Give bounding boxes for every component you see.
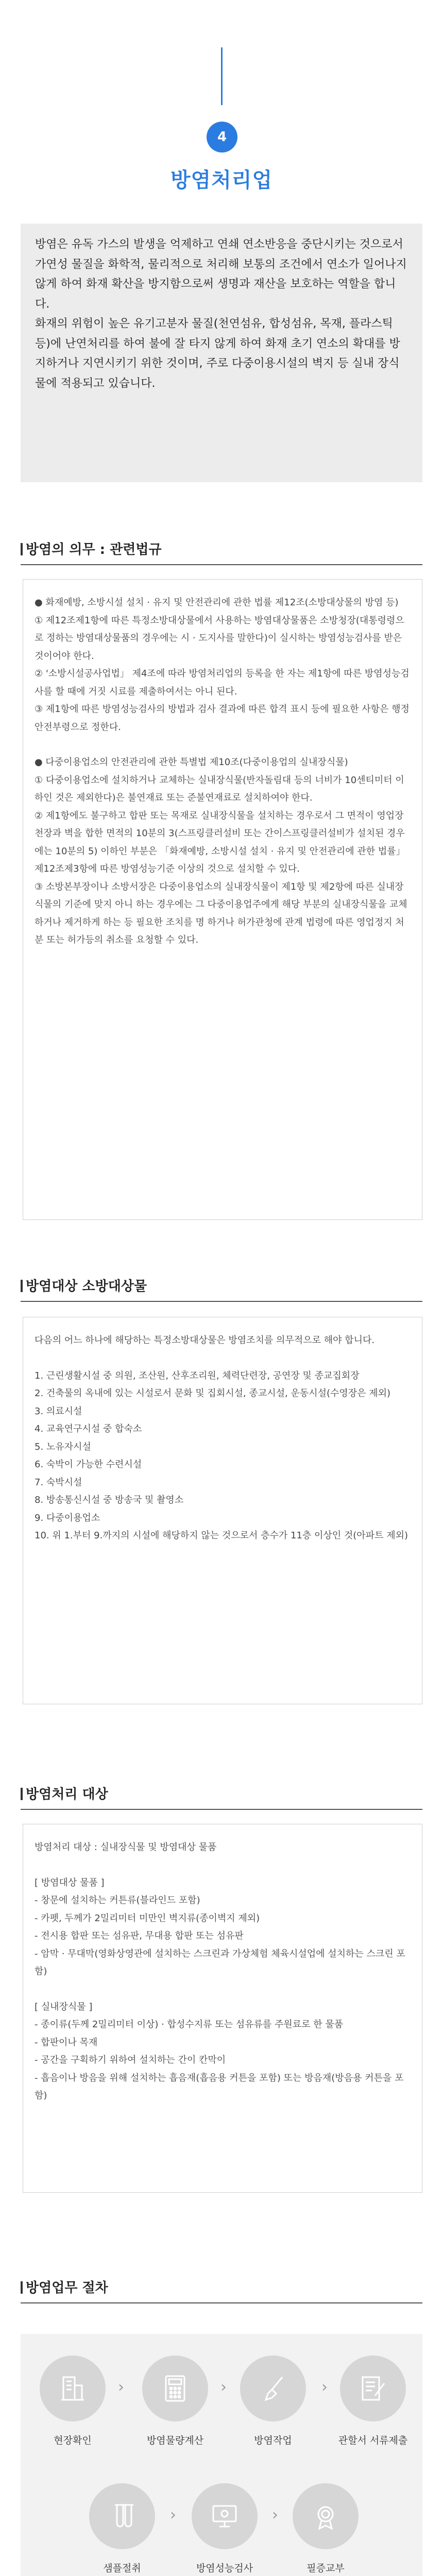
- heading-text: 방염대상 소방대상물: [26, 1279, 147, 1294]
- chevron-right-icon: ›: [321, 2378, 328, 2396]
- paragraph: - 창문에 설치하는 커튼류(블라인드 포함): [35, 1895, 200, 1906]
- paragraph: ③ 제1항에 따른 방염성능검사의 방법과 검사 결과에 따른 합격 표시 등에 필요한 사항은 행정안전부령으로 정한다.: [35, 704, 410, 733]
- step-label: 필증교부: [306, 2563, 345, 2574]
- paragraph: [ 실내장식물 ]: [35, 2001, 93, 2012]
- section-heading-targets: [21, 1276, 422, 1302]
- intro-paragraph: 화재의 위험이 높은 유기고분자 물질(천연섬유, 합성섬유, 목재, 플라스틱 등)에 난연처리를 하여 불에 잘 타지 않게 하여 화재 초기 연소의 확대를 방지하거나 지연시키기 위한 것이며, 주로 다중이용시설의 벽지 등 실내 장식물에 적용되고 있습니다.: [35, 317, 400, 390]
- paragraph: - 암막 · 무대막(영화상영관에 설치하는 스크린과 가상체험 체육시설업에 설치하는 스크린 포함): [35, 1948, 405, 1977]
- step-certificate-issue: [279, 2483, 372, 2574]
- paragraph: ② '소방시설공사업법」 제4조에 따라 방염처리업의 등록을 한 자는 제1항에 따른 방염성능검사를 할 때에 거짓 시료를 제출하여서는 아니 된다.: [35, 668, 410, 697]
- building-icon: [40, 2355, 106, 2421]
- step-label: 현장확인: [54, 2435, 92, 2446]
- paragraph: 다음의 어느 하나에 해당하는 특정소방대상물은 방염조치를 의무적으로 해야 합니다.: [35, 1335, 375, 1346]
- duty-box: [23, 579, 422, 1220]
- heading-bar: [21, 2281, 23, 2294]
- paragraph: - 공간을 구획하기 위하여 설치하는 간이 칸막이: [35, 2055, 226, 2065]
- paragraph-spacer: [35, 1350, 411, 1367]
- heading-text: 방염의 의무 : 관련법규: [26, 542, 162, 557]
- step-label: 방염성능검사: [196, 2563, 253, 2574]
- paragraph: ② 제1항에도 불구하고 합판 또는 목재로 실내장식물을 설치하는 경우로서 그 면적이 영업장 천장과 벽을 합한 면적의 10분의 3(스프링클러설비 또는 간이스프링클러설비가 설치된 경우에는 10분의 5) 이하인 부분은 「화재예방, 소방시설 설치 · 유지 및 안전관리에 관한 법률」 제12조제3항에 따른 방염성능기준 이상의 것으로 설치할 수 있다.: [35, 810, 405, 874]
- paragraph: ● 다중이용업소의 안전관리에 관한 특별법 제10조(다중이용업의 실내장식물): [35, 757, 348, 768]
- monitor-icon: [192, 2483, 258, 2549]
- chevron-right-icon: ›: [272, 2506, 278, 2524]
- paragraph: - 종이류(두께 2밀리미터 이상) · 합성수지류 또는 섬유류를 주원료로 한 물품: [35, 2019, 344, 2030]
- chevron-right-icon: ›: [170, 2506, 176, 2524]
- paragraph: 2. 건축물의 옥내에 있는 시설로서 문화 및 집회시설, 종교시설, 운동시설(수영장은 제외): [35, 1388, 391, 1399]
- step-label: 관할서 서류제출: [338, 2435, 408, 2446]
- paragraph: 3. 의료시설: [35, 1405, 82, 1417]
- process-panel: [21, 2334, 422, 2576]
- section-heading-process: [21, 2277, 422, 2303]
- step-label: 샘플절취: [103, 2563, 141, 2574]
- paragraph: [ 방염대상 물품 ]: [35, 1877, 105, 1888]
- heading-text: 방염업무 절차: [26, 2280, 108, 2296]
- paragraph-spacer: [35, 1857, 411, 1874]
- paragraph: - 카펫, 두께가 2밀리미터 미만인 벽지류(종이벽지 제외): [35, 1912, 260, 1924]
- chevron-right-icon: ›: [220, 2378, 227, 2396]
- paragraph: 4. 교육연구시설 중 합숙소: [35, 1423, 142, 1434]
- test-tubes-icon: [89, 2483, 155, 2549]
- paragraph-spacer: [35, 1981, 411, 1998]
- step-label: 방염작업: [254, 2435, 292, 2446]
- paragraph: 9. 다중이용업소: [35, 1512, 100, 1523]
- step-document-submission: [327, 2355, 419, 2447]
- document-pen-icon: [340, 2355, 406, 2421]
- section-heading-duty: [21, 539, 422, 565]
- heading-bar: [21, 543, 23, 555]
- step-quantity-calc: [129, 2355, 222, 2447]
- brush-icon: [240, 2355, 306, 2421]
- paragraph: ③ 소방본부장이나 소방서장은 다중이용업소의 실내장식물이 제1항 및 제2항에 따른 실내장식물의 기준에 맞지 아니 하는 경우에는 그 다중이용업주에게 해당 부분의 실내장식물을 교체하거나 제거하게 하는 등 필요한 조치를 명 하거나 허가관청에 관계 법령에 따른 영업정지 처분 또는 허가등의 취소를 요청할 수 있다.: [35, 881, 407, 945]
- step-sample-cutting: [76, 2483, 168, 2574]
- paragraph: ● 화재예방, 소방시설 설치 · 유지 및 안전관리에 관한 법률 제12조(소방대상물의 방염 등): [35, 597, 399, 608]
- paragraph: 5. 노유자시설: [35, 1441, 91, 1452]
- top-divider-line: [221, 47, 223, 105]
- page-title: 방염처리업: [170, 168, 273, 192]
- paragraph: 7. 숙박시설: [35, 1477, 82, 1488]
- intro-paragraph: 방염은 유독 가스의 발생을 억제하고 연쇄 연소반응을 중단시키는 것으로서 가연성 물질을 화학적, 물리적으로 처리해 보통의 조건에서 연소가 일어나지 않게 하여 화재 확산을 방지함으로써 생명과 재산을 보호하는 역할을 합니다.: [35, 238, 407, 311]
- step-performance-test: [178, 2483, 271, 2574]
- items-box: [23, 1824, 422, 2193]
- paragraph: 8. 방송통신시설 중 방송국 및 촬영소: [35, 1495, 184, 1505]
- heading-text: 방염처리 대상: [26, 1787, 108, 1802]
- section-heading-items: [21, 1784, 422, 1810]
- paragraph: 1. 근린생활시설 중 의원, 조산원, 산후조리원, 체력단련장, 공연장 및 종교집회장: [35, 1370, 360, 1381]
- calculator-icon: [142, 2355, 208, 2421]
- heading-bar: [21, 1280, 23, 1292]
- paragraph: ① 다중이용업소에 설치하거나 교체하는 실내장식물(반자돌림대 등의 너비가 10센티미터 이하인 것은 제외한다)은 불연재료 또는 준불연재료로 설치하여야 한다.: [35, 774, 404, 803]
- intro-box: [21, 224, 422, 482]
- paragraph: 6. 숙박이 가능한 수련시설: [35, 1459, 142, 1470]
- paragraph: 10. 위 1.부터 9.까지의 시설에 해당하지 않는 것으로서 층수가 11층 이상인 것(아파트 제외): [35, 1530, 408, 1541]
- targets-box: [23, 1317, 422, 1704]
- chevron-right-icon: ›: [118, 2378, 124, 2396]
- paragraph: - 전시용 합판 또는 섬유판, 무대용 합판 또는 섬유판: [35, 1930, 244, 1941]
- step-flameproof-work: [227, 2355, 319, 2447]
- paragraph: ① 제12조제1항에 따른 특정소방대상물에서 사용하는 방염대상물품은 소방청장(대통령령으로 정하는 방염대상물품의 경우에는 시 · 도지사를 말한다)이 실시하는 방염성능검사를 받은 것이어야 한다.: [35, 615, 404, 662]
- step-site-check: [26, 2355, 119, 2447]
- paragraph: 방염처리 대상 : 실내장식물 및 방염대상 물품: [35, 1842, 217, 1853]
- step-number-badge: 4: [207, 122, 237, 152]
- paragraph: - 흡음이나 방음을 위해 설치하는 흡음재(흡음용 커튼을 포함) 또는 방음재(방음용 커튼을 포함): [35, 2072, 404, 2101]
- paragraph-spacer: [35, 736, 411, 754]
- paragraph: - 합판이나 목재: [35, 2037, 98, 2048]
- step-label: 방염물량계산: [146, 2435, 204, 2446]
- heading-bar: [21, 1788, 23, 1800]
- medal-icon: [293, 2483, 359, 2549]
